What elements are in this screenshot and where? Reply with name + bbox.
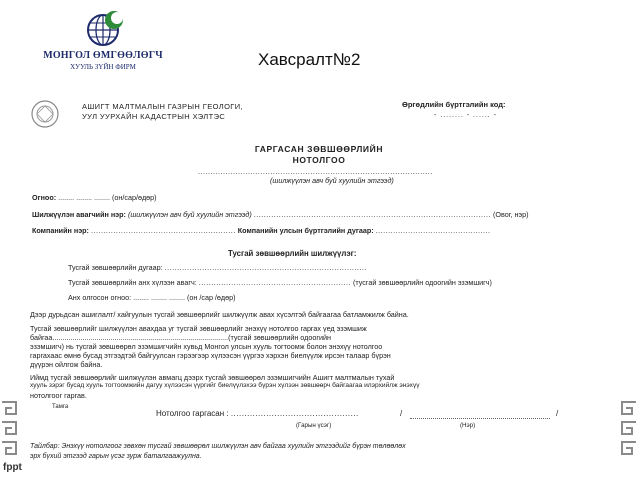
date-value: ........ ........ ........ (он/сар/өдөр) [58, 193, 157, 202]
document-title-line2: НОТОЛГОО [292, 155, 346, 165]
slide-title: Хавсралт№2 [258, 50, 361, 69]
name-line [410, 418, 550, 419]
paragraph-2-line3: эзэмшигч) нь тусгай зөвшөөрөл эзэмшигчийн хувьд Монгол улсын хууль тогтоомж болон энэхүү нотолгоо [30, 342, 383, 351]
paragraph-confirmation: Дээр дурьдсан ашиглалт/ хайгуулын тусгай зөвшөөрлийг шилжүүлж авах хүсэлтэй байгаагаа батламжилж байна. [30, 310, 409, 319]
paragraph-3-line1: Иймд тусгай зөвшөөрлийг шилжүүлэн авмагц дээрх тусгай зөвшөөрөл эзэмшигчийн Ашигт малтмалын тухай [30, 373, 395, 382]
signature-hint: (Гарын үсэг) [296, 422, 332, 429]
name-hint: (Нэр) [460, 422, 476, 429]
signature-row [156, 410, 359, 418]
license-first-holder-tail: (тусгай зөвшөөрлийн одоогийн эзэмшигч) [353, 278, 492, 287]
globe-logo-icon [86, 10, 124, 48]
document-title-line1: ГАРГАСАН ЗӨВШӨӨРЛИЙН [254, 144, 384, 154]
company-label: Компанийн нэр: [32, 226, 89, 235]
stamp-label: Тамга [52, 404, 69, 410]
recipient-dots: ............................................................................................... [253, 210, 491, 219]
document-subtitle: (шилжүүлэн авч буй хуулийн этгээд) [270, 176, 394, 185]
signature-label: Нотолгоо гаргасан : [156, 409, 229, 418]
date-row [32, 194, 157, 201]
signature-dots: ............................................... [230, 409, 359, 418]
company-row [32, 227, 491, 234]
recipient-row [32, 211, 528, 218]
registration-code-label: Өргөдлийн бүртгэлийн код: [402, 100, 506, 109]
emblem-icon [30, 99, 60, 129]
company-logo [38, 10, 168, 80]
license-number-label: Тусгай зөвшөөрлийн дугаар: [68, 263, 163, 272]
first-issue-date-value: ........ ........ ........ (он /сар /өдөр) [133, 293, 236, 302]
recipient-tail: (Овог, нэр) [492, 210, 529, 219]
registration-code-value: - ........ - ...... - [434, 112, 497, 119]
license-first-holder-label: Тусгай зөвшөөрлийн анх хүлээн авагч: [68, 278, 197, 287]
license-first-holder-row [68, 279, 492, 286]
first-issue-date-label: Анх олгосон огноо: [68, 293, 132, 302]
license-number-dots: ................................................................................. [164, 263, 367, 272]
org-name [82, 102, 243, 122]
org-name-line1: АШИГТ МАЛТМАЛЫН ГАЗРЫН ГЕОЛОГИ, [82, 102, 244, 111]
first-issue-date-row [68, 294, 236, 301]
document-image [20, 93, 618, 473]
knot-ornament-right-icon [618, 398, 638, 468]
transfer-heading: Тусгай зөвшөөрлийн шилжүүлэг: [228, 249, 357, 258]
footer-brand: fppt [3, 462, 22, 473]
paragraph-3-line2: хууль зэрэг бусад хууль тогтоомжийн дагуу хүлээсэн үүргийг биелүүлэхээ бүрэн хүлээн зөвшөөрч байгаагаа илэрхийлж энэхүү [30, 382, 420, 389]
license-first-holder-dots: ............................................................. [198, 278, 352, 287]
company-reg-dots: .............................................. [375, 226, 491, 235]
signature-slash-1: / [400, 409, 403, 418]
recipient-hint: (шилжүүлэн авч буй хуулийн этгээд) [127, 210, 252, 219]
company-dots: .......................................................... [90, 226, 236, 235]
paragraph-3-line3: нотолгоог гаргав. [30, 391, 87, 400]
signature-slash-2: / [556, 409, 559, 418]
company-reg-label: Компанийн улсын бүртгэлийн дугаар: [237, 226, 374, 235]
recipient-label: Шилжүүлэн авагчийн нэр: [32, 210, 126, 219]
logo-subtitle: ХУУЛЬ ЗҮЙН ФИРМ [70, 63, 136, 71]
note-line1: Тайлбар: Энэхүү нотолгоог зөвхөн тусгай зөвшөөрөл шилжүүлэн авч байгаа хуулийн этгээдийг бүрэн төлөөлөх [30, 443, 406, 450]
paragraph-2-line5: дүүрэн ойлгож байна. [30, 360, 103, 369]
logo-name: МОНГОЛ ӨМГӨӨЛӨГЧ [43, 50, 163, 61]
title-underline-dots: .............................................................................................. [198, 167, 433, 176]
knot-ornament-left-icon [0, 398, 20, 468]
paragraph-2-line2: байгаа........................................................................................(тусгай зөвшөөрлийн одоогийн [30, 333, 331, 342]
org-name-line2: УУЛ УУРХАЙН КАДАСТРЫН ХЭЛТЭС [82, 112, 226, 122]
license-number-row [68, 264, 367, 271]
note-line2: эрх бүхий этгээд гарын үсэг зурж баталгаажуулна. [30, 453, 202, 460]
paragraph-2-line1: Тусгай зөвшөөрлийг шилжүүлэн авахдаа уг тусгай зөвшөөрлийг энэхүү нотолгоо гаргах үед эзэмшиж [30, 324, 367, 333]
date-label: Огноо: [32, 193, 57, 202]
paragraph-2-line4: гаргахаас өмнө бусад этгээдтэй байгуулсан гэрээгээр хүлээсэн үүргээ хэрхэн биелүүлж ирсэн талаар бүрэн [30, 351, 391, 360]
